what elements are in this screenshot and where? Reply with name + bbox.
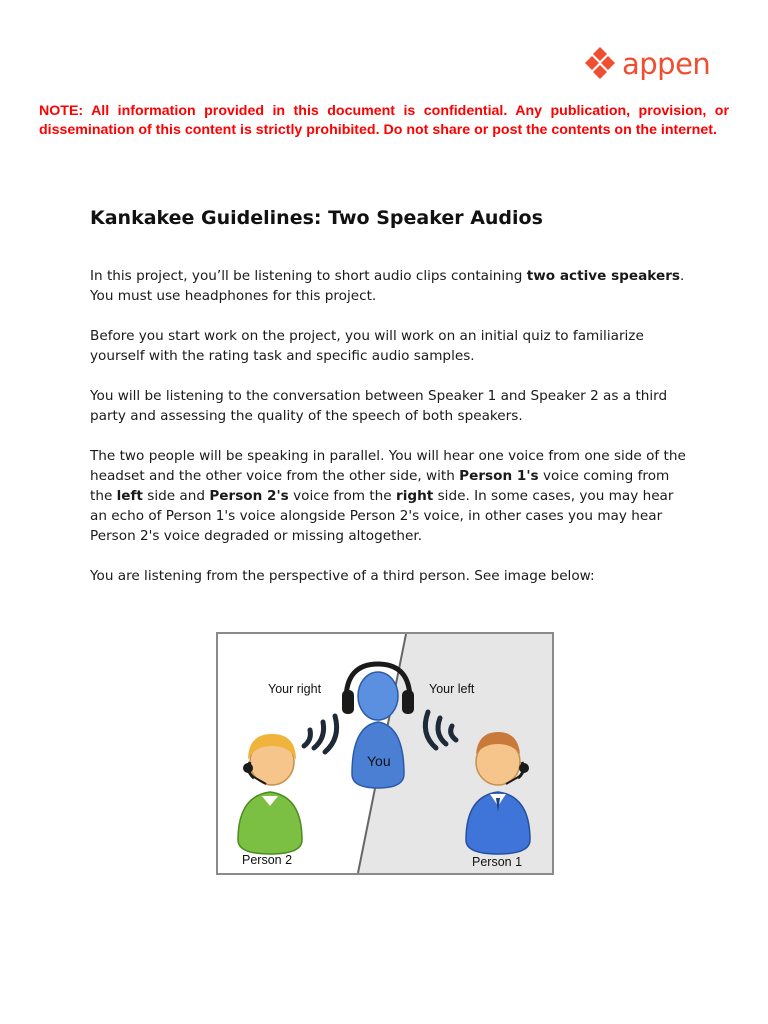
appen-logo bbox=[584, 44, 734, 84]
appen-diamond-icon bbox=[584, 46, 616, 82]
bold-span: Person 2's bbox=[209, 488, 289, 504]
paragraph-perspective: You are listening from the perspective of a third person. See image below: bbox=[90, 568, 595, 584]
bold-span: left bbox=[116, 488, 143, 504]
text-span: voice coming from the bbox=[90, 468, 670, 504]
label-person2: Person 2 bbox=[242, 853, 293, 867]
label-your-left: Your left bbox=[429, 682, 475, 696]
paragraph-intro bbox=[90, 266, 690, 306]
paragraph-parallel bbox=[90, 446, 690, 546]
label-your-right: Your right bbox=[268, 682, 322, 696]
paragraph-third-party: You will be listening to the conversation between Speaker 1 and Speaker 2 as a third party and assessing the quality of the speech of both speakers. bbox=[90, 388, 668, 424]
text-span: voice from the bbox=[288, 488, 396, 504]
bold-span: two active speakers bbox=[526, 268, 680, 284]
sound-wave-right-icon bbox=[304, 716, 337, 752]
label-you: You bbox=[367, 753, 391, 769]
logo-text: appen bbox=[622, 47, 711, 81]
bold-span: right bbox=[396, 488, 434, 504]
bold-span: Person 1's bbox=[459, 468, 539, 484]
person2-avatar-icon bbox=[238, 734, 302, 854]
text-span: . You must use headphones for this project. bbox=[90, 268, 685, 304]
text-span: side. In some cases, you may hear an echo of Person 1's voice alongside Person 2's voice, in other cases you may hear Person 2's voice degraded or missing altogether. bbox=[90, 488, 674, 544]
confidential-note: NOTE: All information provided in this document is confidential. Any publication, provision, or dissemination of this content is strictly prohibited. Do not share or post the contents on the internet. bbox=[39, 103, 729, 138]
label-person1: Person 1 bbox=[472, 855, 523, 869]
listening-perspective-figure bbox=[216, 632, 554, 875]
text-span: In this project, you’ll be listening to short audio clips containing bbox=[90, 268, 527, 284]
page-title: Kankakee Guidelines: Two Speaker Audios bbox=[90, 207, 543, 229]
paragraph-quiz: Before you start work on the project, you will work on an initial quiz to familiarize yourself with the rating task and specific audio samples. bbox=[90, 328, 644, 364]
text-span: side and bbox=[142, 488, 210, 504]
text-span: The two people will be speaking in parallel. You will hear one voice from one side of the headset and the other voice from the other side, with bbox=[90, 448, 686, 484]
